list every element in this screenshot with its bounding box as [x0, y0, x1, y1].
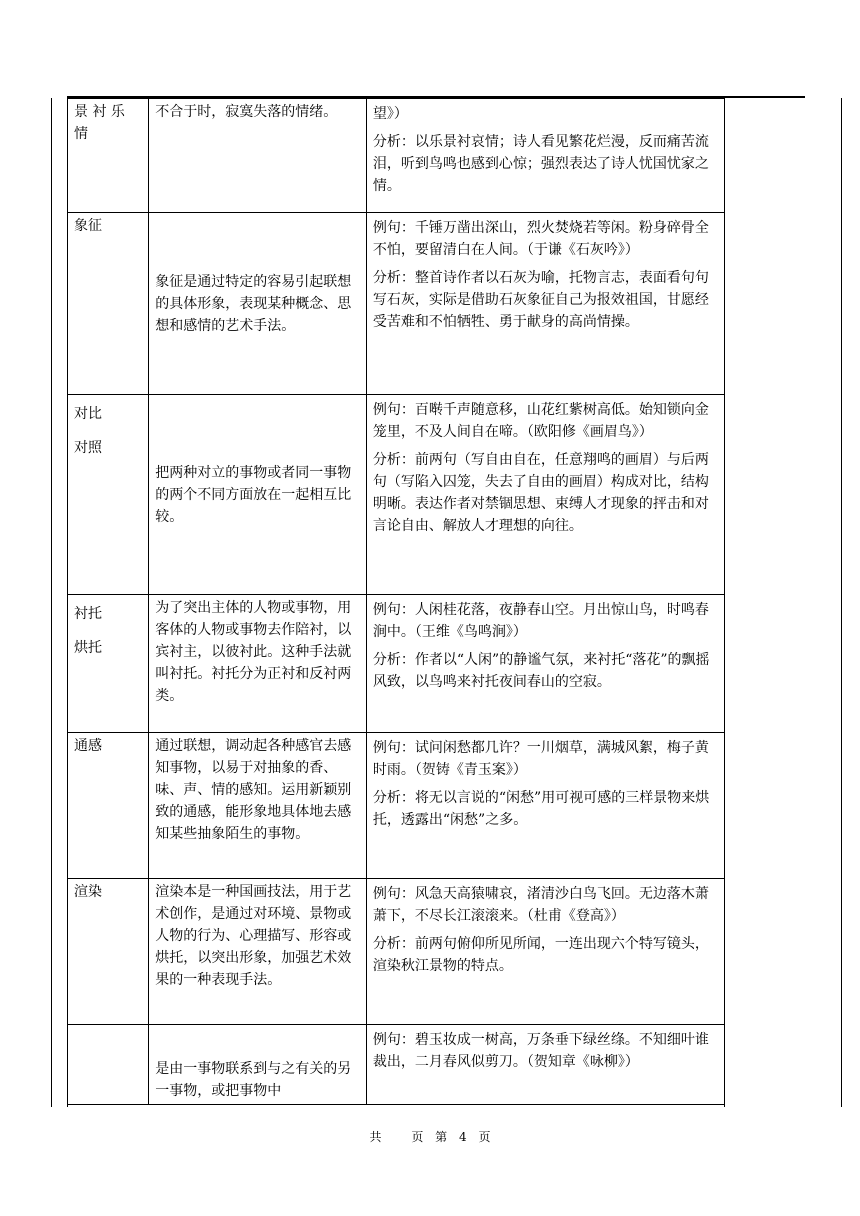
analysis-text: 分析：前两句（写自由自在，任意翔鸣的画眉）与后两句（写陷入囚笼，失去了自由的画眉）构成对比，结构明晰。表达作者对禁锢思想、束缚人才现象的抨击和对言论自由、解放人才理想的向往。	[372, 452, 709, 534]
footer-gong: 共	[369, 1130, 382, 1144]
term-cell	[68, 395, 149, 595]
definition-text: 为了突出主体的人物或事物，用客体的人物或事物去作陪衬，以宾衬主，以彼衬此。这种手法就叫衬托。衬托分为正衬和反衬两类。	[155, 600, 352, 704]
footer-ye: 页	[411, 1130, 424, 1144]
definition-cell	[149, 595, 367, 733]
page-footer	[0, 1128, 860, 1145]
example-text: 例句：千锤万凿出深山，烈火焚烧若等闲。粉身碎骨全不怕，要留清白在人间。（于谦《石灰吟》）	[372, 220, 709, 258]
analysis-text: 分析：以乐景衬哀情；诗人看见繁花烂漫，反而痛苦流泪，听到鸟鸣也感到心惊；强烈表达了诗人忧国忧家之情。	[372, 134, 709, 194]
term-text: 烘托	[74, 640, 102, 656]
techniques-table	[67, 98, 725, 1105]
definition-text: 不合于时，寂寞失落的情绪。	[155, 104, 338, 120]
analysis-text: 分析：前两句俯仰所见所闻，一连出现六个特写镜头，渲染秋江景物的特点。	[372, 936, 709, 974]
table-row	[68, 733, 725, 879]
example-cell	[366, 395, 724, 595]
example-text: 例句：人闲桂花落，夜静春山空。月出惊山鸟，时鸣春涧中。（王维《鸟鸣涧》）	[372, 602, 709, 640]
definition-text: 渲染本是一种国画技法，用于艺术创作，是通过对环境、景物或人物的行为、心理描写、形容或烘托，以突出形象，加强艺术效果的一种表现手法。	[155, 884, 352, 988]
term-text: 对照	[74, 440, 102, 456]
table-row	[68, 879, 725, 1025]
term-text: 象征	[74, 218, 102, 234]
definition-cell	[149, 213, 367, 395]
table-row	[68, 213, 725, 395]
definition-cell	[149, 99, 367, 213]
example-text: 例句：百啭千声随意移，山花红紫树高低。始知锁向金笼里，不及人间自在啼。（欧阳修《画眉鸟》）	[372, 402, 709, 440]
example-cell	[366, 595, 724, 733]
example-text: 例句：风急天高猿啸哀，渚清沙白鸟飞回。无边落木萧萧下，不尽长江滚滚来。（杜甫《登高》）	[372, 886, 709, 924]
term-cell	[68, 213, 149, 395]
table-row	[68, 1025, 725, 1105]
definition-text: 是由一事物联系到与之有关的另一事物，或把事物中	[155, 1061, 352, 1099]
frame-line-right	[841, 98, 842, 1107]
example-cell	[366, 1025, 724, 1105]
example-cell	[366, 733, 724, 879]
definition-text: 象征是通过特定的容易引起联想的具体形象，表现某种概念、思想和感情的艺术手法。	[155, 273, 352, 334]
example-text: 望》）	[372, 106, 408, 122]
definition-text: 通过联想，调动起各种感官去感知事物，以易于对抽象的香、味、声、情的感知。运用新颖别致的通感，能形象地具体地去感知某些抽象陌生的事物。	[155, 738, 352, 842]
term-cell	[68, 1025, 149, 1105]
term-text: 通感	[74, 738, 102, 754]
frame-line-left	[51, 98, 52, 1107]
definition-cell	[149, 1025, 367, 1105]
definition-cell	[149, 879, 367, 1025]
definition-text: 把两种对立的事物或者同一事物的两个不同方面放在一起相互比较。	[155, 464, 352, 525]
term-cell	[68, 99, 149, 213]
footer-page-number: 4	[459, 1130, 467, 1144]
analysis-text: 分析：作者以“人闲”的静谧气氛，来衬托“落花”的飘摇风致，以鸟鸣来衬托夜间春山的空寂。	[372, 652, 710, 690]
term-cell	[68, 879, 149, 1025]
term-text: 渲染	[74, 884, 102, 900]
table-row	[68, 595, 725, 733]
page-frame	[51, 98, 843, 1107]
example-text: 例句：碧玉妆成一树高，万条垂下绿丝绦。不知细叶谁裁出，二月春风似剪刀。（贺知章《咏柳》）	[372, 1032, 709, 1070]
definition-cell	[149, 733, 367, 879]
example-cell	[366, 99, 724, 213]
term-text: 景 衬 乐 情	[74, 104, 125, 142]
table-row	[68, 395, 725, 595]
term-text: 衬托	[74, 606, 102, 622]
table-row	[68, 99, 725, 213]
term-text: 对比	[74, 406, 102, 422]
footer-ye: 页	[478, 1130, 491, 1144]
definition-cell	[149, 395, 367, 595]
example-text: 例句：试问闲愁都几许？一川烟草，满城风絮，梅子黄时雨。（贺铸《青玉案》）	[372, 740, 709, 778]
term-cell	[68, 733, 149, 879]
example-cell	[366, 879, 724, 1025]
analysis-text: 分析：将无以言说的“闲愁”用可视可感的三样景物来烘托，透露出“闲愁”之多。	[372, 790, 710, 828]
term-cell	[68, 595, 149, 733]
example-cell	[366, 213, 724, 395]
analysis-text: 分析：整首诗作者以石灰为喻，托物言志，表面看句句写石灰，实际是借助石灰象征自己为报效祖国，甘愿经受苦难和不怕牺牲、勇于献身的高尚情操。	[372, 270, 709, 330]
footer-di: 第	[435, 1130, 448, 1144]
